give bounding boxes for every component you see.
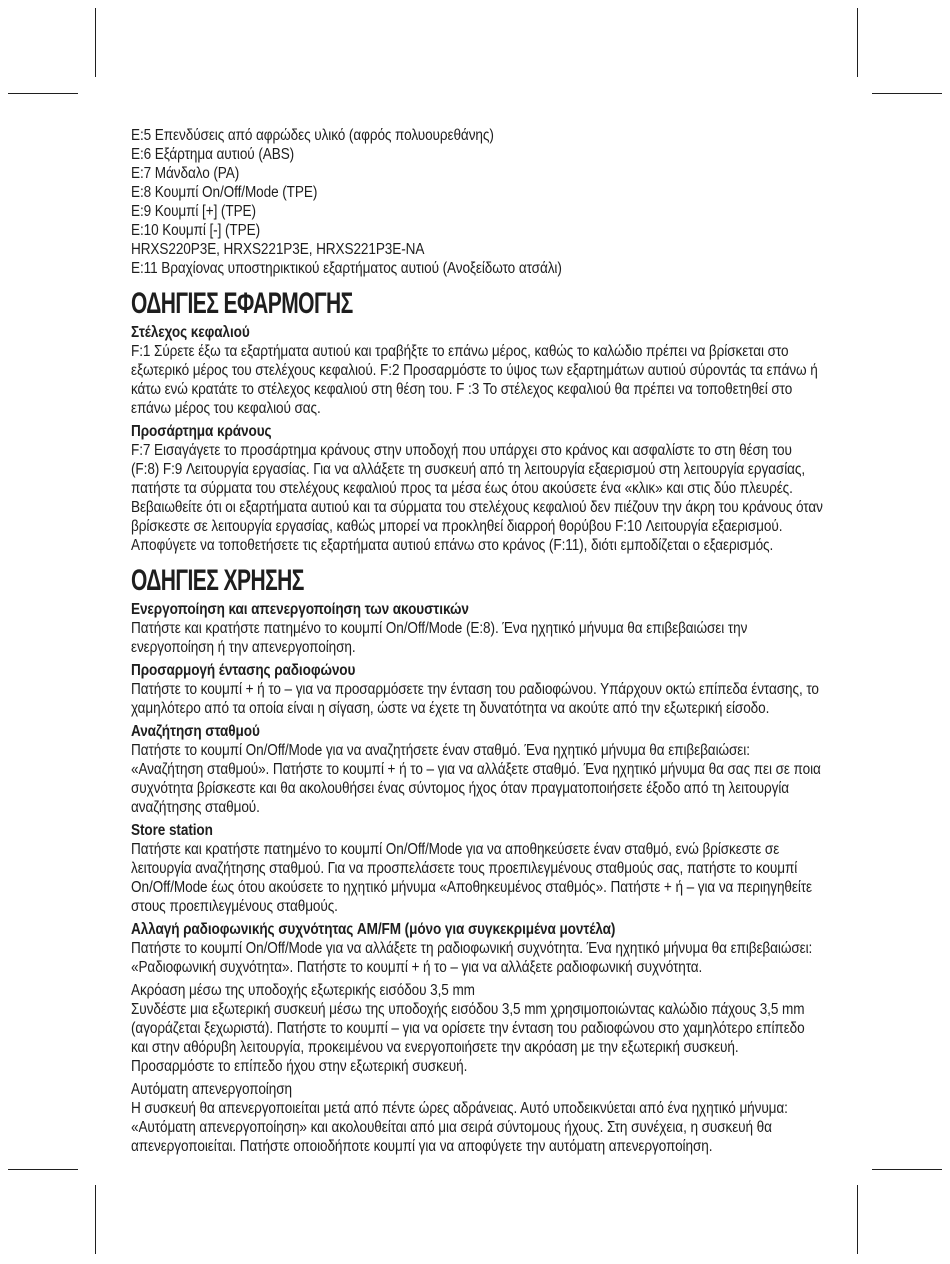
crop-mark-bottom-left-horizontal [8, 1169, 78, 1170]
crop-mark-top-left-vertical [95, 8, 96, 77]
subsection-body: Πατήστε το κουμπί On/Off/Mode για να αλλάξετε τη ραδιοφωνική συχνότητα. Ένα ηχητικό μήνυμα θα επιβεβαιώσει: «Ραδιοφωνική συχνότητα». Πατήστε το κουμπί + ή το – για να αλλάξετε ραδιοφωνική συχνότητα. [131, 940, 813, 976]
subsection-title: Προσάρτημα κράνους [131, 423, 272, 440]
subsection-body: Πατήστε και κρατήστε πατημένο το κουμπί On/Off/Mode (E:8). Ένα ηχητικό μήνυμα θα επιβεβαιώσει την ενεργοποίηση ή την απενεργοποίηση. [131, 620, 748, 656]
parts-list-item: E:11 Βραχίονας υποστηρικτικού εξαρτήματος αυτιού (Ανοξείδωτο ατσάλι) [131, 260, 562, 277]
subsection-am-fm-change [131, 920, 823, 977]
subsection-title: Αλλαγή ραδιοφωνικής συχνότητας AM/FM (μόνο για συγκεκριμένα μοντέλα) [131, 921, 616, 938]
subsection-station-search [131, 722, 823, 817]
parts-list [131, 126, 823, 278]
subsection-body: Πατήστε το κουμπί On/Off/Mode για να αναζητήσετε έναν σταθμό. Ένα ηχητικό μήνυμα θα επιβεβαιώσει: «Αναζήτηση σταθμού». Πατήστε το κουμπί + ή το – για να αλλάξετε σταθμό. Ένα ηχητικό μήνυμα θα σας πει σε ποια συχνότητα βρίσκεστε και θα ακολουθήσει ένας σύντομος ήχος όταν πραγματοποιήσετε έξοδο από τη λειτουργία αναζήτησης σταθμού. [131, 742, 821, 816]
parts-list-item: E:5 Επενδύσεις από αφρώδες υλικό (αφρός πολυουρεθάνης) [131, 127, 494, 144]
parts-list-item: E:9 Κουμπί [+] (TPE) [131, 203, 256, 220]
subsection-title: Ακρόαση μέσω της υποδοχής εξωτερικής εισόδου 3,5 mm [131, 982, 475, 999]
subsection-body: Πατήστε το κουμπί + ή το – για να προσαρμόσετε την ένταση του ραδιοφώνου. Υπάρχουν οκτώ επίπεδα έντασης, το χαμηλότερο από τα οποία είναι η σίγαση, ώστε να έχετε τη δυνατότητα να ακούτε από την εξωτερική είσοδο. [131, 681, 819, 717]
subsection-store-station [131, 821, 823, 916]
subsection-title: Προσαρμογή έντασης ραδιοφώνου [131, 662, 356, 679]
section-heading-usage-instructions: ΟΔΗΓΙΕΣ ΧΡΗΣΗΣ [131, 564, 304, 597]
subsection-title: Ενεργοποίηση και απενεργοποίηση των ακουστικών [131, 601, 469, 618]
crop-mark-bottom-left-vertical [95, 1185, 96, 1254]
crop-mark-bottom-right-horizontal [872, 1169, 942, 1170]
subsection-body: F:1 Σύρετε έξω τα εξαρτήματα αυτιού και τραβήξτε το επάνω μέρος, καθώς το καλώδιο πρέπει να βρίσκεται στο εξωτερικό μέρος του στελέχους κεφαλιού. F:2 Προσαρμόστε το ύψος των εξαρτημάτων αυτιού σύροντάς τα επάνω ή κάτω ενώ κρατάτε το στέλεχος κεφαλιού στη θέση του. F :3 Το στέλεχος κεφαλιού θα πρέπει να τοποθετηθεί στο επάνω μέρος του κεφαλιού σας. [131, 343, 818, 417]
manual-text-column [131, 126, 823, 1156]
subsection-body: Πατήστε και κρατήστε πατημένο το κουμπί On/Off/Mode για να αποθηκεύσετε έναν σταθμό, ενώ βρίσκεστε σε λειτουργία αναζήτησης σταθμού. Για να προσπελάσετε τους προεπιλεγμένους σταθμούς σας, πατήστε το κουμπί On/Off/Mode έως ότου ακούσετε το ηχητικό μήνυμα «Αποθηκευμένος σταθμός». Πατήστε + ή – για να περιηγηθείτε στους προεπιλεγμένους σταθμούς. [131, 841, 813, 915]
crop-mark-bottom-right-vertical [857, 1185, 858, 1254]
parts-list-item: HRXS220P3E, HRXS221P3E, HRXS221P3E-NA [131, 241, 425, 258]
subsection-title: Αναζήτηση σταθμού [131, 723, 260, 740]
parts-list-item: E:6 Εξάρτημα αυτιού (ABS) [131, 146, 295, 163]
subsection-helmet-attachment [131, 422, 823, 555]
crop-mark-top-right-horizontal [872, 93, 942, 94]
subsection-on-off [131, 600, 823, 657]
subsection-title: Store station [131, 822, 213, 839]
section-heading-fitting-instructions: ΟΔΗΓΙΕΣ ΕΦΑΡΜΟΓΗΣ [131, 287, 353, 320]
subsection-body: F:7 Εισαγάγετε το προσάρτημα κράνους στην υποδοχή που υπάρχει στο κράνος και ασφαλίστε το στη θέση του (F:8) F:9 Λειτουργία εργασίας. Για να αλλάξετε τη συσκευή από τη λειτουργία εξαερισμού στη λειτουργία εργασίας, πατήστε τα σύρματα του στελέχους κεφαλιού προς τα μέσα έως ότου ακούσετε ένα «κλικ» και στις δύο πλευρές. Βεβαιωθείτε ότι οι εξαρτήματα αυτιού και τα σύρματα του στελέχους κεφαλιού δεν πιέζουν την άκρη του κράνους όταν βρίσκεστε σε λειτουργία εργασίας, καθώς μπορεί να προκληθεί διαρροή θορύβου F:10 Λειτουργία εξαερισμού. Αποφύγετε να τοποθετήσετε τις εξαρτήματα αυτιού επάνω στο κράνος (F:11), διότι εμποδίζεται ο εξαερισμός. [131, 442, 823, 554]
subsection-auto-power-off [131, 1080, 823, 1156]
subsection-title: Αυτόματη απενεργοποίηση [131, 1081, 292, 1098]
parts-list-item: E:7 Μάνδαλο (PA) [131, 165, 240, 182]
subsection-headband [131, 323, 823, 418]
crop-mark-top-right-vertical [857, 8, 858, 77]
subsection-body: Συνδέστε μια εξωτερική συσκευή μέσω της υποδοχής εισόδου 3,5 mm χρησιμοποιώντας καλώδιο πάχους 3,5 mm (αγοράζεται ξεχωριστά). Πατήστε το κουμπί – για να ορίσετε την ένταση του ραδιοφώνου στο χαμηλότερο επίπεδο και στην αθόρυβη λειτουργία, προκειμένου να ενεργοποιήσετε την ακρόαση με την εξωτερική συσκευή. Προσαρμόστε το επίπεδο ήχου στην εξωτερική συσκευή. [131, 1001, 805, 1075]
subsection-body: Η συσκευή θα απενεργοποιείται μετά από πέντε ώρες αδράνειας. Αυτό υποδεικνύεται από ένα ηχητικό μήνυμα: «Αυτόματη απενεργοποίηση» και ακολουθείται από μια σειρά σύντομους ήχους. Στη συνέχεια, η συσκευή θα απενεργοποιείται. Πατήστε οποιοδήποτε κουμπί για να αποφύγετε την αυτόματη απενεργοποίηση. [131, 1100, 788, 1155]
parts-list-item: E:8 Κουμπί On/Off/Mode (TPE) [131, 184, 318, 201]
subsection-aux-input [131, 981, 823, 1076]
subsection-volume-adjust [131, 661, 823, 718]
crop-mark-top-left-horizontal [8, 93, 78, 94]
subsection-title: Στέλεχος κεφαλιού [131, 324, 250, 341]
parts-list-item: E:10 Κουμπί [-] (TPE) [131, 222, 261, 239]
